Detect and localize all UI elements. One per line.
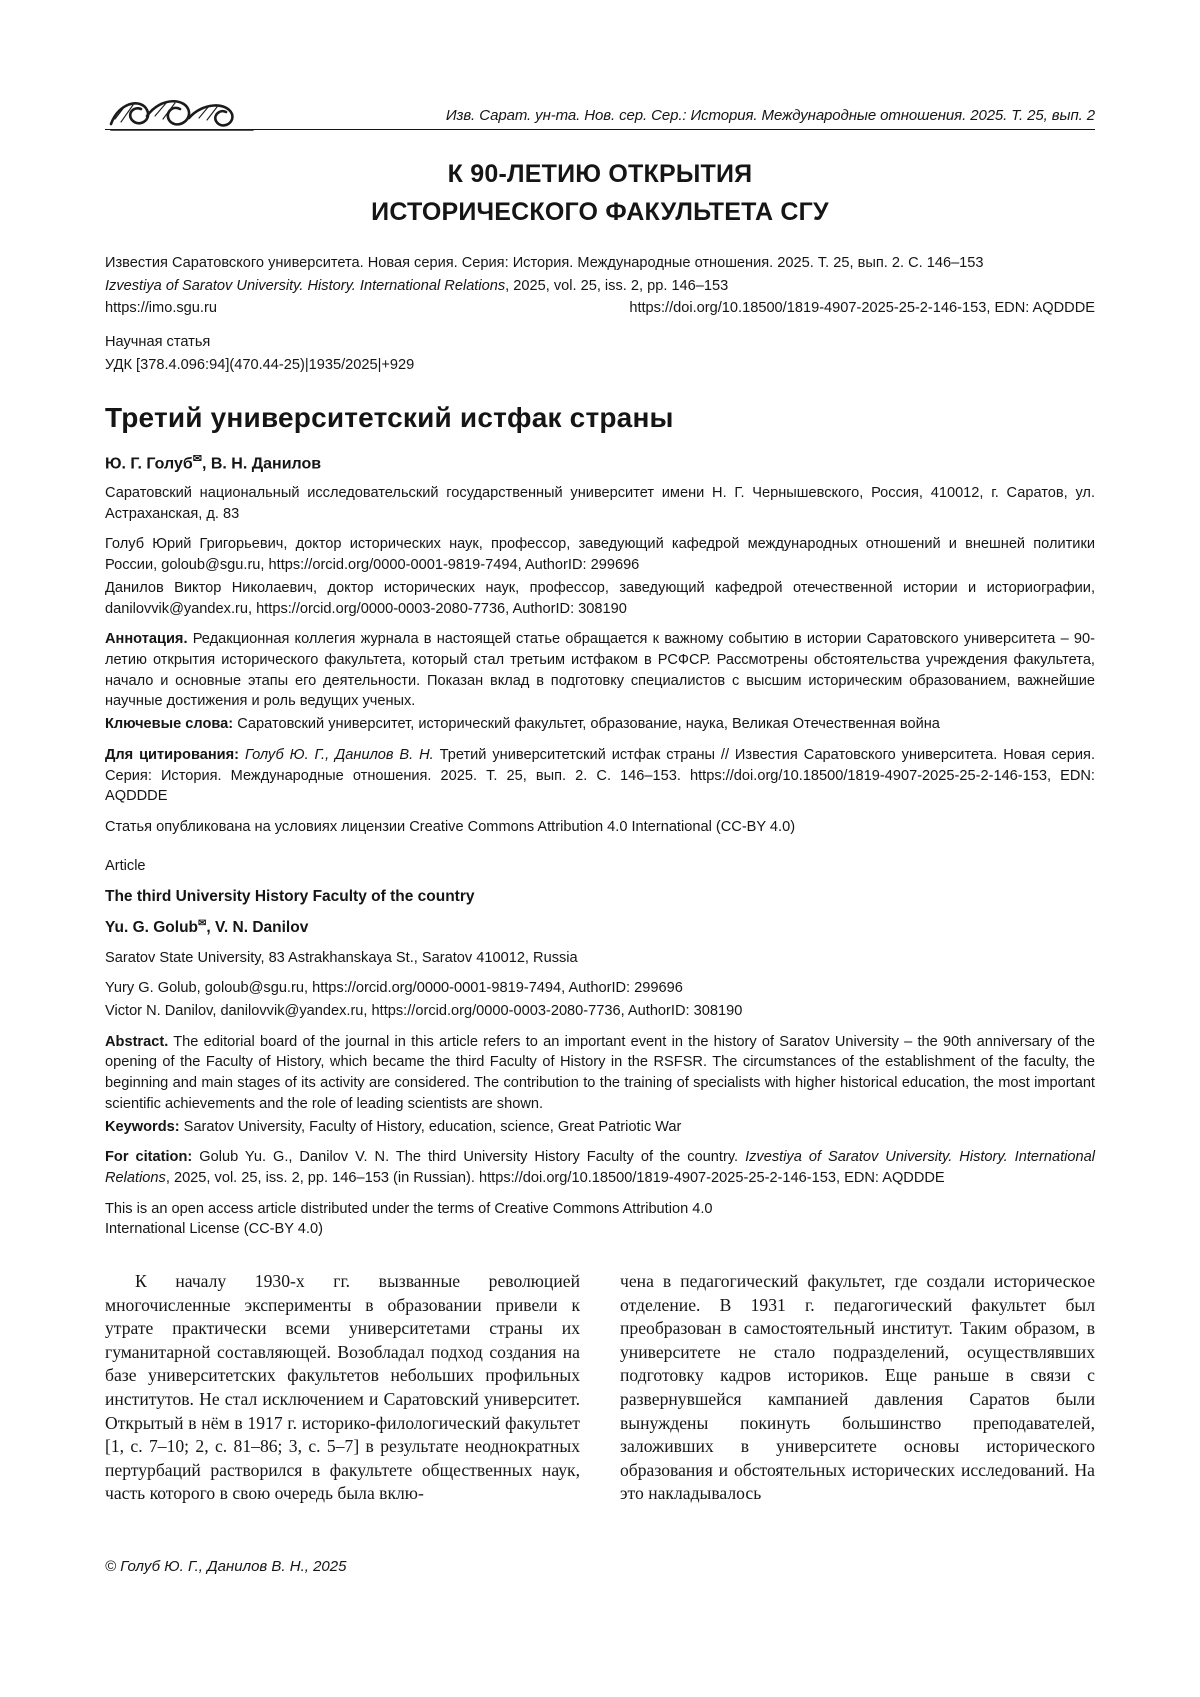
citation-en-rest: , 2025, vol. 25, iss. 2, pp. 146–153	[505, 277, 729, 294]
section-title-line2: ИСТОРИЧЕСКОГО ФАКУЛЬТЕТА СГУ	[371, 197, 829, 226]
author-bio-ru-1: Голуб Юрий Григорьевич, доктор исторических наук, профессор, заведующий кафедрой международных отношений и внешней политики России, goloub@sgu.ru, https://orcid.org/0000-0001-9819-7494, AuthorID: 299696	[105, 536, 1095, 574]
author-ru-1: Ю. Г. Голуб	[105, 454, 193, 472]
keywords-ru-text: Саратовский университет, исторический факультет, образование, наука, Великая Отечественная война	[233, 716, 940, 733]
journal-logo-ornament-icon	[105, 92, 260, 138]
open-access-note	[105, 1199, 1095, 1240]
abstract-ru	[105, 629, 1095, 712]
article-title-ru: Третий университетский истфак страны	[105, 401, 674, 433]
section-title	[105, 156, 1095, 231]
for-citation-en-journal: Izvestiya of Saratov University. History. International Relations	[105, 1149, 1095, 1187]
ru-citation-block	[105, 253, 1095, 376]
citation-en-line	[105, 276, 1095, 297]
journal-site-link[interactable]: https://imo.sgu.ru	[105, 300, 217, 317]
keywords-ru-label: Ключевые слова:	[105, 716, 234, 733]
links-row	[105, 298, 1095, 319]
article-type-en: Article	[105, 857, 146, 874]
license-ru: Статья опубликована на условиях лицензии Creative Commons Attribution 4.0 International (CC-BY 4.0)	[105, 818, 796, 835]
for-citation-en	[105, 1147, 1095, 1188]
body-column-left: К началу 1930-х гг. вызванные революцией многочисленные эксперименты в образовании привели к утрате практически всеми университетами страны их гуманитарной составляющей. Возобладал подход создания на базе университетских факультетов небольших профильных институтов. Не стал исключением и Саратовский университет. Открытый в нём в 1917 г. историко-филологический факультет [1, с. 7–10; 2, с. 81–86; 3, с. 5–7] в результате неоднократных пертурбаций растворился в факультете общественных наук, часть которого в свою очередь была вклю-	[105, 1271, 580, 1504]
for-citation-ru	[105, 745, 1095, 807]
author-en-1: Yu. G. Golub	[105, 919, 198, 937]
authors-en	[105, 918, 1095, 937]
author-ru-2: , В. Н. Данилов	[201, 454, 322, 472]
citation-en-journal: Izvestiya of Saratov University. History. International Relations	[105, 277, 506, 294]
keywords-ru	[105, 714, 1095, 735]
keywords-en-text: Saratov University, Faculty of History, education, science, Great Patriotic War	[179, 1118, 682, 1135]
keywords-en-label: Keywords:	[105, 1118, 180, 1135]
abstract-en-label: Abstract.	[105, 1033, 169, 1050]
affiliation-en: Saratov State University, 83 Astrakhanskaya St., Saratov 410012, Russia	[105, 949, 578, 966]
for-citation-en-text2: , 2025, vol. 25, iss. 2, pp. 146–153 (in Russian). https://doi.org/10.18500/1819-4907-2025-25-2-146-153, EDN: AQDDDE	[165, 1170, 945, 1187]
author-bio-en-1: Yury G. Golub, goloub@sgu.ru, https://orcid.org/0000-0001-9819-7494, AuthorID: 299696	[105, 980, 683, 997]
section-title-line1: К 90-ЛЕТИЮ ОТКРЫТИЯ	[447, 160, 753, 188]
page-header	[105, 88, 1095, 130]
for-citation-en-label: For citation:	[105, 1149, 193, 1166]
for-citation-ru-text: Третий университетский истфак страны // Известия Саратовского университета. Новая серия. Серия: История. Международные отношения. 2025. Т. 25, вып. 2. С. 146–153. https://doi.org/10.18500/1819-4907-2025-25-2-146-153, EDN: AQDDDE	[105, 746, 1096, 805]
article-type-label: Научная статья	[105, 334, 211, 351]
open-access-line2: International License (CC-BY 4.0)	[105, 1221, 323, 1238]
author-bio-en-2: Victor N. Danilov, danilovvik@yandex.ru, https://orcid.org/0000-0003-2080-7736, AuthorID: 308190	[105, 1003, 743, 1020]
citation-ru-line: Известия Саратовского университета. Новая серия. Серия: История. Международные отношения. 2025. Т. 25, вып. 2. С. 146–153	[105, 255, 984, 271]
author-en-2: , V. N. Danilov	[206, 919, 309, 937]
for-citation-ru-label: Для цитирования:	[105, 746, 240, 763]
doi-link[interactable]: https://doi.org/10.18500/1819-4907-2025-25-2-146-153, EDN: AQDDDE	[629, 300, 1095, 317]
email-envelope-icon: ✉	[192, 452, 202, 465]
copyright-line: © Голуб Ю. Г., Данилов В. Н., 2025	[105, 1557, 347, 1575]
email-envelope-icon-en: ✉	[198, 918, 207, 930]
abstract-en-text: The editorial board of the journal in this article refers to an important event in the history of Saratov University – the 90th anniversary of the opening of the Faculty of History, which became the third Faculty of History in the RSFSR. The circumstances of the establishment of the faculty, the beginning and main stages of its activity are considered. The contribution to the training of specialists with higher historical education, the most important scientific achievements and the role of leading scientists are shown.	[105, 1033, 1095, 1112]
body-column-right: чена в педагогический факультет, где создали историческое отделение. В 1931 г. педагогический факультет был преобразован в самостоятельный институт. Таким образом, в университете не стало подразделений, осуществлявших подготовку кадров историков. Еще раньше в связи с развернувшейся кампанией давления Саратов были вынуждены покинуть большинство преподавателей, заложивших в университете основы исторического образования и обстоятельных исторических исследований. На это накладывалось	[620, 1271, 1095, 1504]
abstract-ru-text: Редакционная коллегия журнала в настоящей статье обращается к важному событию в истории Саратовского университета – 90-летию открытия исторического факультета, который стал третьим истфаком в РСФСР. Рассмотрены обстоятельства учреждения факультета, начало и основные этапы его деятельности. Показан вклад в подготовку специалистов с высшим историческим образованием, важнейшие научные достижения и роль ведущих ученых.	[105, 631, 1095, 710]
for-citation-ru-authors: Голуб Ю. Г., Данилов В. Н.	[239, 746, 440, 763]
article-title-en: The third University History Faculty of the country	[105, 888, 475, 906]
for-citation-en-text1: Golub Yu. G., Danilov V. N. The third University History Faculty of the country.	[192, 1149, 746, 1166]
abstract-en	[105, 1032, 1095, 1115]
affiliation-ru: Саратовский национальный исследовательский государственный университет имени Н. Г. Чернышевского, Россия, 410012, г. Саратов, ул. Астраханская, д. 83	[105, 484, 1095, 522]
running-title: Изв. Сарат. ун-та. Нов. сер. Сер.: История. Международные отношения. 2025. Т. 25, вып. 2	[445, 107, 1095, 124]
open-access-line1: This is an open access article distributed under the terms of Creative Commons Attribution 4.0	[105, 1200, 713, 1217]
keywords-en	[105, 1117, 1095, 1138]
udk-line: УДК [378.4.096:94](470.44-25)|1935/2025|+929	[105, 356, 415, 373]
author-bio-ru-2: Данилов Виктор Николаевич, доктор исторических наук, профессор, заведующий кафедрой отечественной истории и историографии, danilovvik@yandex.ru, https://orcid.org/0000-0003-2080-7736, AuthorID: 308190	[105, 579, 1095, 617]
authors-ru	[105, 452, 1095, 473]
article-body	[105, 1270, 1095, 1506]
abstract-ru-label: Аннотация.	[105, 631, 188, 648]
